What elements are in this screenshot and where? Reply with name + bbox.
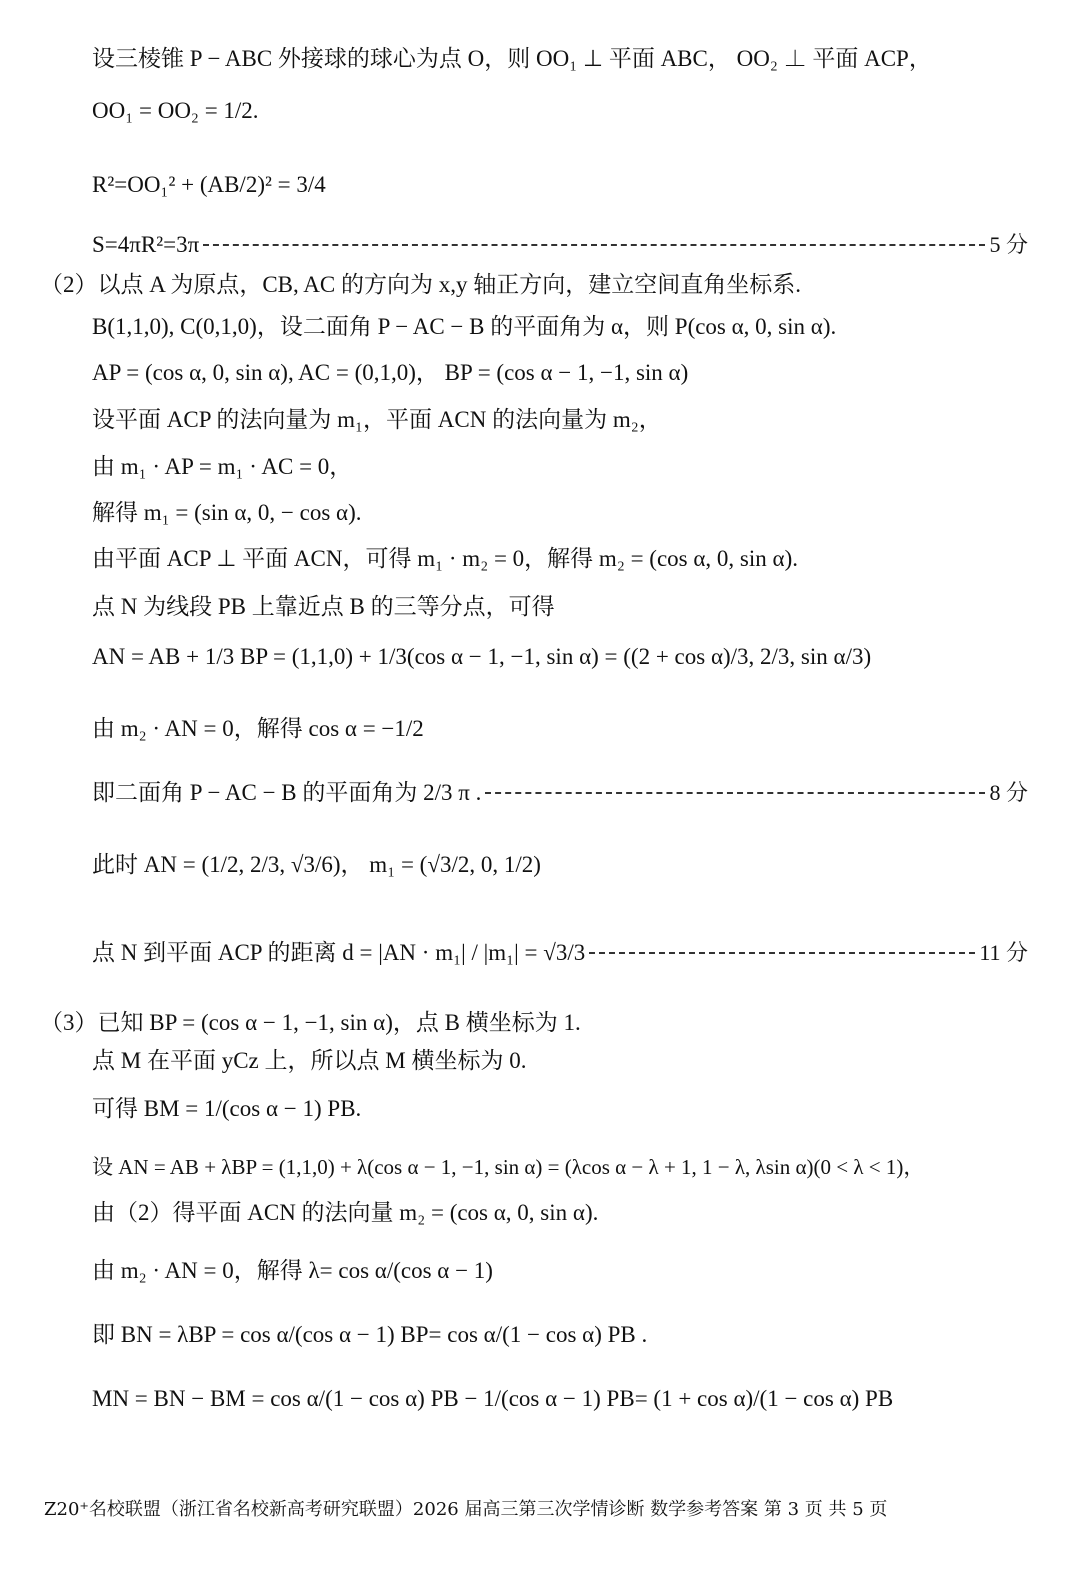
line-m1: 解得 m₁ = (sin α, 0, − cos α). <box>92 500 362 525</box>
line-cos-alpha: 由 m₂ · AN = 0，解得 cos α = −1/2 <box>92 716 424 741</box>
line-dot-condition: 由 m₁ · AP = m₁ · AC = 0， <box>92 454 353 479</box>
line-an-m1-values: 此时 AN = (1/2, 2/3, √3/6)， m₁ = (√3/2, 0, 1/2) <box>92 852 541 877</box>
score-leader <box>203 244 985 246</box>
line-trisection: 点 N 为线段 PB 上靠近点 B 的三等分点，可得 <box>92 594 555 619</box>
line-m2: 由平面 ACP ⊥ 平面 ACN，可得 m₁ · m₂ = 0，解得 m₂ = (cos α, 0, sin α). <box>92 546 798 571</box>
page-footer: Z20⁺名校联盟（浙江省名校新高考研究联盟）2026 届高三第三次学情诊断 数学参考答案 第 3 页 共 5 页 <box>44 1499 888 1520</box>
line-bm: 可得 BM = 1/(cos α − 1) PB. <box>92 1096 362 1121</box>
score-mark: 11 分 <box>979 940 1028 965</box>
line-distance: 点 N 到平面 ACP 的距离 d = |AN · m₁| / |m₁| = √3/3 11 分 <box>92 938 1028 968</box>
line-bn: 即 BN = λBP = cos α/(cos α − 1) BP= cos α/(1 − cos α) PB . <box>92 1322 648 1347</box>
score-mark: 8 分 <box>989 780 1028 805</box>
line-lambda: 由 m₂ · AN = 0，解得 λ= cos α/(cos α − 1) <box>92 1258 493 1283</box>
line-oo-lengths: OO₁ = OO₂ = 1/2. <box>92 98 259 123</box>
line-points: B(1,1,0), C(0,1,0)，设二面角 P − AC − B 的平面角为 α，则 P(cos α, 0, sin α). <box>92 314 837 339</box>
line-vectors: AP = (cos α, 0, sin α), AC = (0,1,0)， BP = (cos α − 1, −1, sin α) <box>92 360 689 385</box>
line-radius: R²=OO₁² + (AB/2)² = 3/4 <box>92 172 326 197</box>
line-sphere-center: 设三棱锥 P − ABC 外接球的球心为点 O，则 OO₁ ⊥ 平面 ABC， OO₂ ⊥ 平面 ACP， <box>92 46 932 71</box>
line-an-lambda: 设 AN = AB + λBP = (1,1,0) + λ(cos α − 1, −1, sin α) = (λcos α − λ + 1, 1 − λ, λsin α)(0 < λ < 1)， <box>92 1155 925 1179</box>
score-leader <box>589 952 975 954</box>
line-mn: MN = BN − BM = cos α/(1 − cos α) PB − 1/(cos α − 1) PB= (1 + cos α)/(1 − cos α) PB <box>92 1386 894 1411</box>
line-normals: 设平面 ACP 的法向量为 m₁，平面 ACN 的法向量为 m₂， <box>92 407 662 432</box>
part-3-heading: （3）已知 BP = (cos α − 1, −1, sin α)，点 B 横坐标为 1. <box>40 1010 581 1035</box>
score-leader <box>485 792 985 794</box>
line-dihedral-angle: 即二面角 P − AC − B 的平面角为 2/3 π . 8 分 <box>92 778 1028 808</box>
line-surface-area: S=4πR²=3π 5 分 <box>92 230 1028 260</box>
part-2-heading: （2）以点 A 为原点，CB, AC 的方向为 x,y 轴正方向，建立空间直角坐标系. <box>40 272 801 297</box>
score-mark: 5 分 <box>989 232 1028 257</box>
line-m-plane: 点 M 在平面 yCz 上，所以点 M 横坐标为 0. <box>92 1048 527 1073</box>
line-an-vector: AN = AB + 1/3 BP = (1,1,0) + 1/3(cos α − 1, −1, sin α) = ((2 + cos α)/3, 2/3, sin α/3) <box>92 644 872 669</box>
line-acn-normal: 由（2）得平面 ACN 的法向量 m₂ = (cos α, 0, sin α). <box>92 1200 599 1225</box>
